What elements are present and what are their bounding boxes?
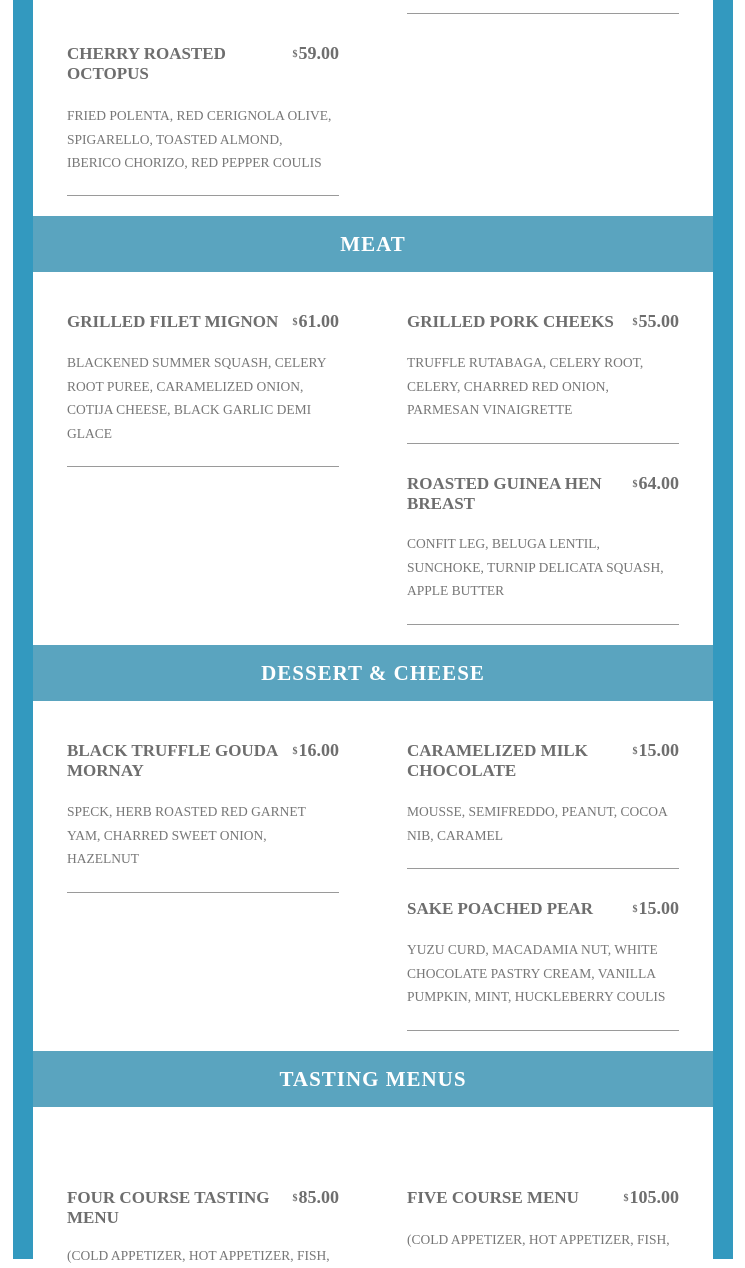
- item-price: [293, 42, 340, 64]
- item-description: TRUFFLE RUTABAGA, CELERY ROOT, CELERY, CHARRED RED ONION, PARMESAN VINAIGRETTE: [407, 355, 644, 418]
- item-name: GRILLED PORK CHEEKS: [407, 312, 614, 331]
- item-price: [633, 739, 680, 761]
- item-name: ROASTED GUINEA HEN BREAST: [407, 474, 602, 513]
- item-name: CHERRY ROASTED OCTOPUS: [67, 44, 226, 83]
- currency-symbol: $: [632, 479, 638, 490]
- price-value: 55.00: [638, 311, 679, 331]
- item-price: [293, 310, 340, 332]
- section-header-meat: MEAT: [33, 216, 713, 272]
- item-price: [633, 472, 680, 494]
- currency-symbol: $: [292, 317, 298, 328]
- price-value: 15.00: [638, 740, 679, 760]
- item-description: CONFIT LEG, BELUGA LENTIL, SUNCHOKE, TURNIP DELICATA SQUASH, APPLE BUTTER: [407, 536, 664, 599]
- currency-symbol: $: [292, 746, 298, 757]
- item-description: SPECK, HERB ROASTED RED GARNET YAM, CHARRED SWEET ONION, HAZELNUT: [67, 804, 306, 867]
- item-price: [624, 1186, 680, 1208]
- item-price: [633, 310, 680, 332]
- currency-symbol: $: [292, 1193, 298, 1204]
- section-header-dessert-cheese: DESSERT & CHEESE: [33, 645, 713, 701]
- item-name: FOUR COURSE TASTING MENU: [67, 1188, 270, 1227]
- item-divider: [67, 892, 339, 893]
- item-divider: [407, 443, 679, 444]
- item-description: (COLD APPETIZER, HOT APPETIZER, FISH,: [407, 1232, 670, 1247]
- item-name: GRILLED FILET MIGNON: [67, 312, 279, 331]
- item-description: MOUSSE, SEMIFREDDO, PEANUT, COCOA NIB, CARAMEL: [407, 804, 668, 843]
- currency-symbol: $: [632, 904, 638, 915]
- item-name: CARAMELIZED MILK CHOCOLATE: [407, 741, 588, 780]
- price-value: 105.00: [629, 1187, 679, 1207]
- item-price: [633, 897, 680, 919]
- item-description: (COLD APPETIZER, HOT APPETIZER, FISH,: [67, 1248, 330, 1263]
- price-value: 61.00: [298, 311, 339, 331]
- price-value: 64.00: [638, 473, 679, 493]
- item-divider: [67, 466, 339, 467]
- item-description: FRIED POLENTA, RED CERIGNOLA OLIVE, SPIGARELLO, TOASTED ALMOND, IBERICO CHORIZO, RED PEPPER COULIS: [67, 108, 332, 171]
- currency-symbol: $: [632, 746, 638, 757]
- item-description: BLACKENED SUMMER SQUASH, CELERY ROOT PUREE, CARAMELIZED ONION, COTIJA CHEESE, BLACK GARLIC DEMI GLACE: [67, 355, 327, 441]
- price-value: 15.00: [638, 898, 679, 918]
- item-divider: [407, 13, 679, 14]
- item-name: BLACK TRUFFLE GOUDA MORNAY: [67, 741, 278, 780]
- currency-symbol: $: [292, 49, 298, 60]
- item-name: FIVE COURSE MENU: [407, 1188, 579, 1207]
- price-value: 85.00: [298, 1187, 339, 1207]
- item-price: [293, 739, 340, 761]
- item-price: [293, 1186, 340, 1208]
- currency-symbol: $: [623, 1193, 629, 1204]
- item-divider: [407, 1030, 679, 1031]
- item-divider: [407, 624, 679, 625]
- currency-symbol: $: [632, 317, 638, 328]
- item-name: SAKE POACHED PEAR: [407, 899, 594, 918]
- section-header-tasting-menus: TASTING MENUS: [33, 1051, 713, 1107]
- price-value: 59.00: [298, 43, 339, 63]
- price-value: 16.00: [298, 740, 339, 760]
- item-description: YUZU CURD, MACADAMIA NUT, WHITE CHOCOLATE PASTRY CREAM, VANILLA PUMPKIN, MINT, HUCKLEBERRY COULIS: [407, 942, 666, 1005]
- item-divider: [407, 868, 679, 869]
- item-divider: [67, 195, 339, 196]
